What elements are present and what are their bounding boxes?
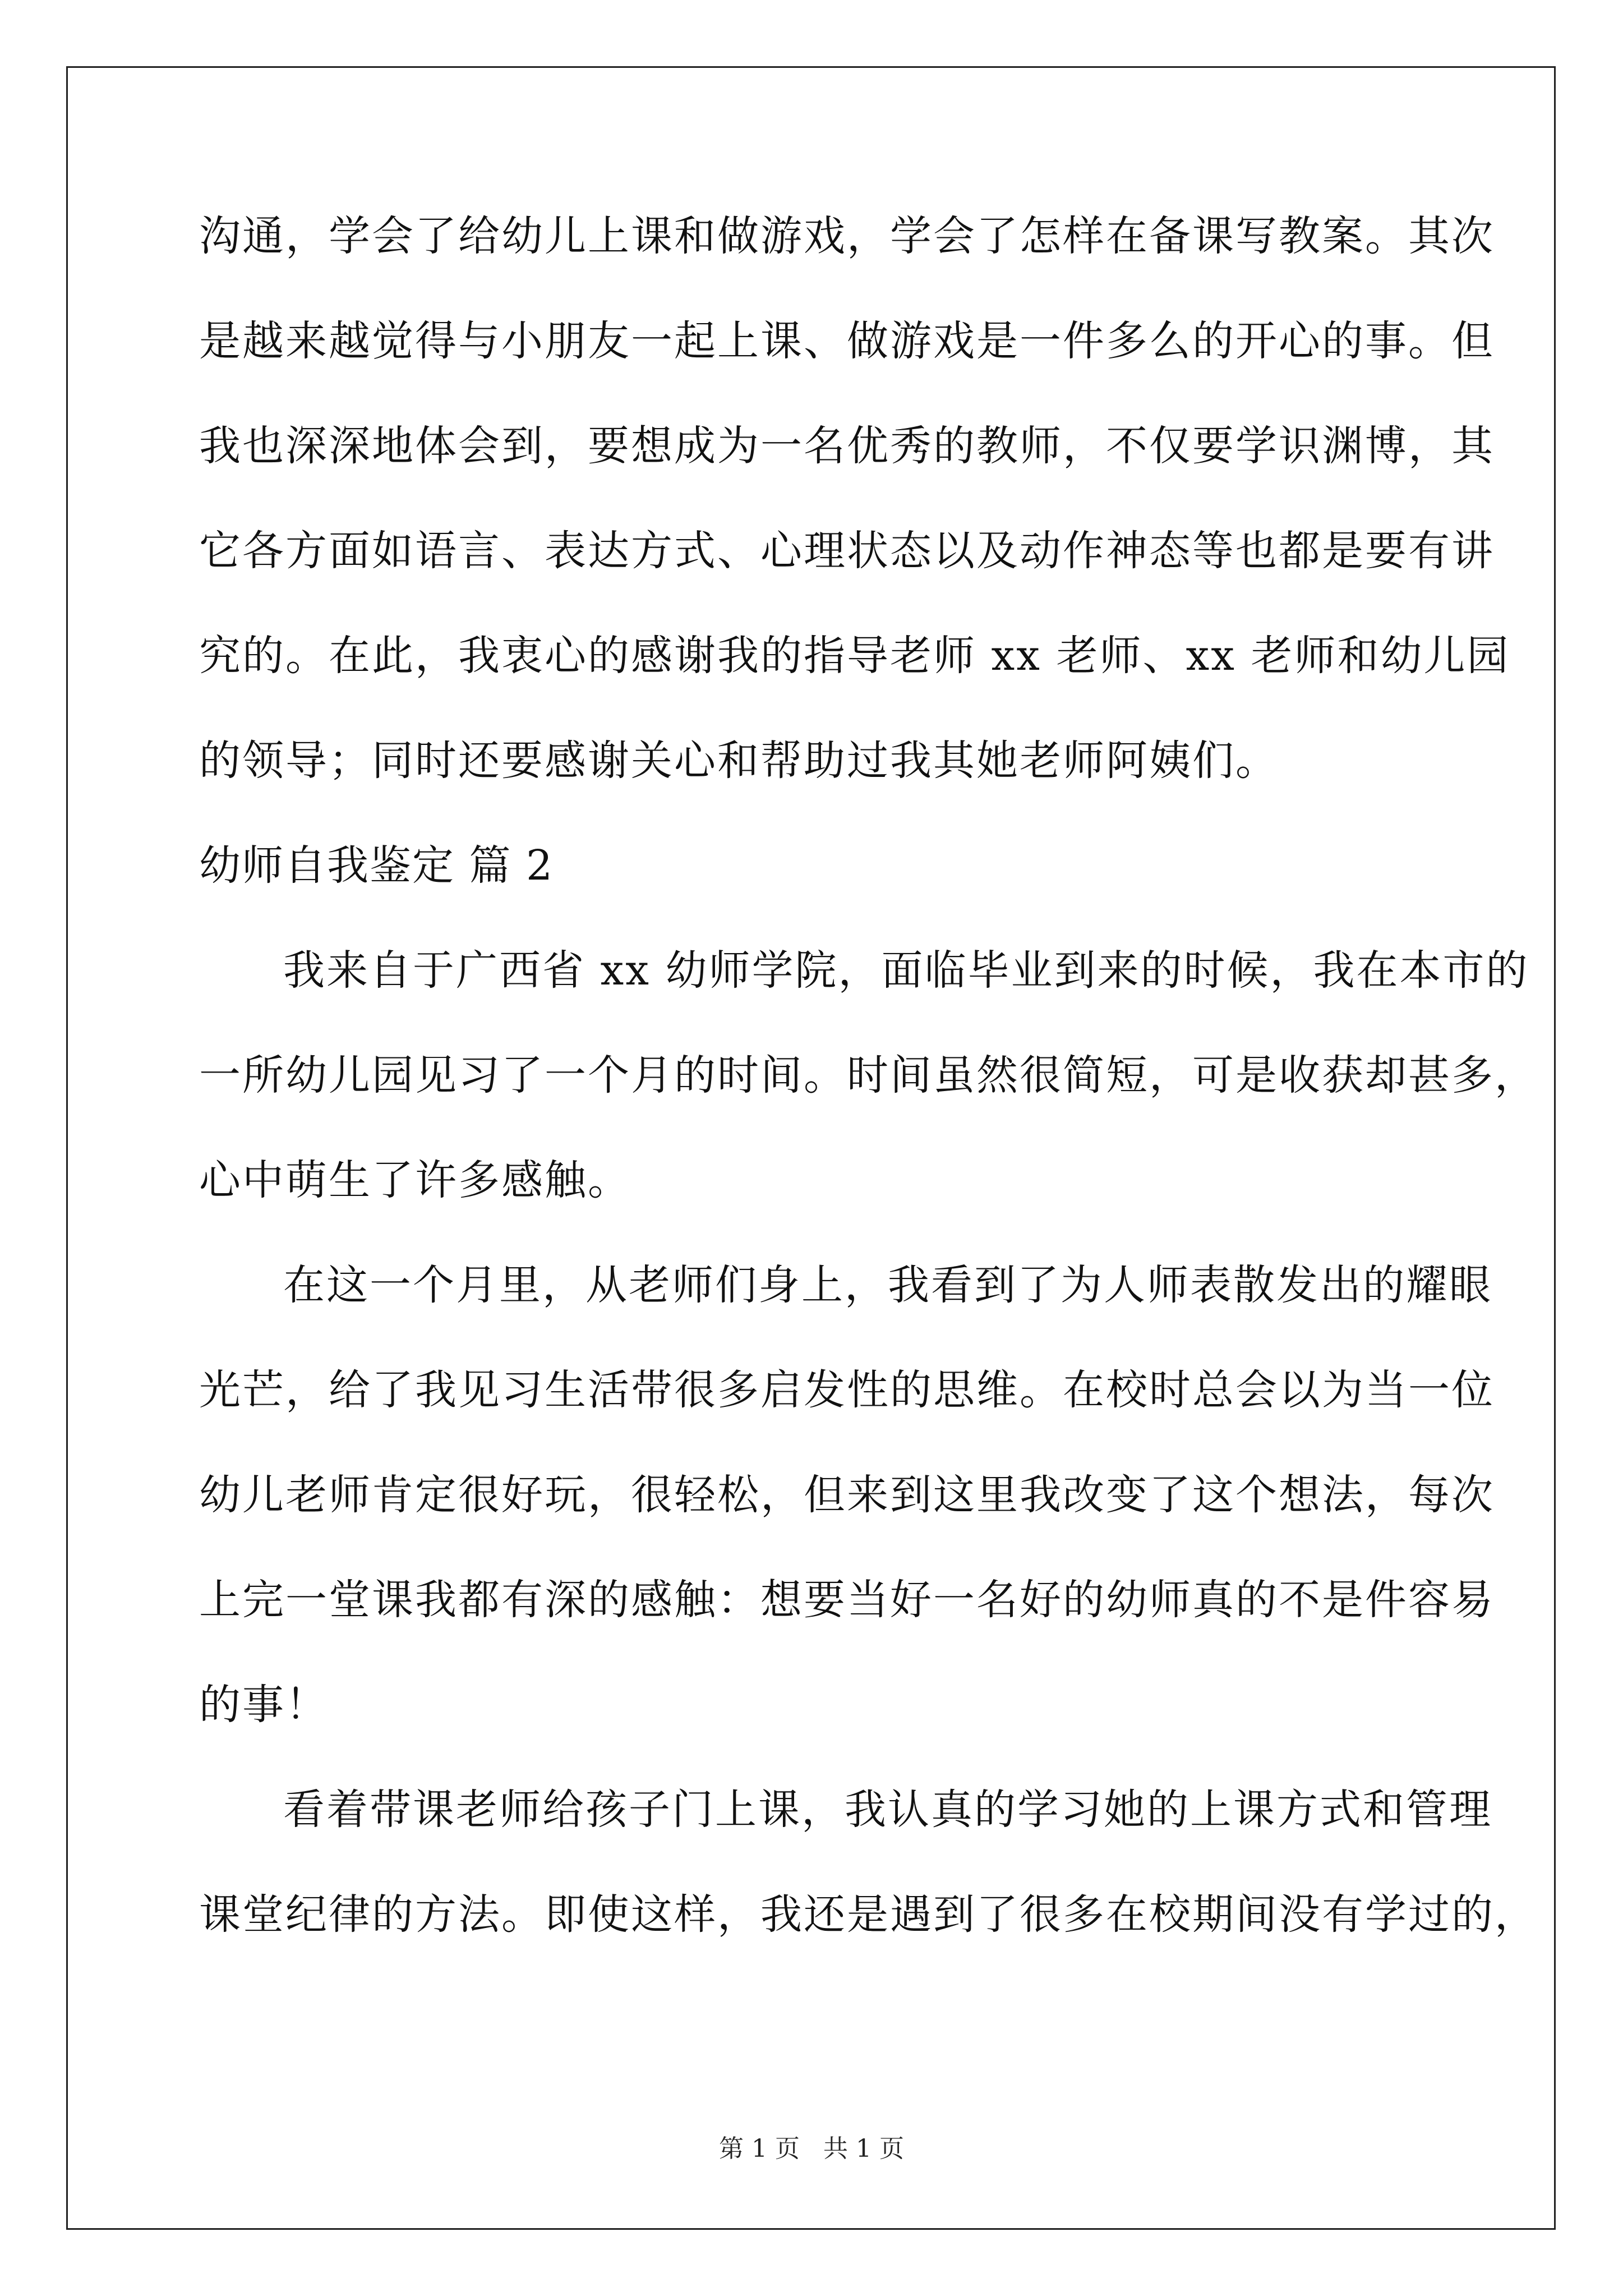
section-heading: 幼师自我鉴定 篇 2 bbox=[199, 841, 554, 890]
text-line: 光芒，给了我见习生活带很多启发性的思维。在校时总会以为当一位 bbox=[199, 1366, 1495, 1414]
document-body bbox=[199, 212, 1538, 1996]
paragraph-first-line: 看着带课老师给孩子门上课，我认真的学习她的上课方式和管理 bbox=[283, 1786, 1492, 1834]
text-line: 的事！ bbox=[199, 1681, 329, 1729]
text-line: 心中萌生了许多感触。 bbox=[199, 1156, 631, 1204]
text-line: 是越来越觉得与小朋友一起上课、做游戏是一件多么的开心的事。但 bbox=[199, 317, 1495, 365]
text-line: 我也深深地体会到，要想成为一名优秀的教师，不仅要学识渊博，其 bbox=[199, 422, 1495, 470]
text-line: 一所幼儿园见习了一个月的时间。时间虽然很简短，可是收获却甚多， bbox=[199, 1051, 1538, 1099]
text-line: 沟通，学会了给幼儿上课和做游戏，学会了怎样在备课写教案。其次 bbox=[199, 212, 1495, 260]
text-line: 它各方面如语言、表达方式、心理状态以及动作神态等也都是要有讲 bbox=[199, 527, 1495, 575]
text-line: 课堂纪律的方法。即使这样，我还是遇到了很多在校期间没有学过的， bbox=[199, 1890, 1538, 1939]
text-line: 上完一堂课我都有深的感触：想要当好一名好的幼师真的不是件容易 bbox=[199, 1576, 1495, 1624]
text-line: 的领导；同时还要感谢关心和帮助过我其她老师阿姨们。 bbox=[199, 737, 1279, 785]
paragraph-first-line: 我来自于广西省 xx 幼师学院，面临毕业到来的时候，我在本市的 bbox=[283, 946, 1529, 995]
page-footer: 第 1 页 共 1 页 bbox=[719, 2134, 904, 2163]
paragraph-first-line: 在这一个月里，从老师们身上，我看到了为人师表散发出的耀眼 bbox=[283, 1261, 1492, 1309]
text-line: 究的。在此，我衷心的感谢我的指导老师 xx 老师、xx 老师和幼儿园 bbox=[199, 632, 1510, 680]
text-line: 幼儿老师肯定很好玩，很轻松，但来到这里我改变了这个想法，每次 bbox=[199, 1471, 1495, 1519]
